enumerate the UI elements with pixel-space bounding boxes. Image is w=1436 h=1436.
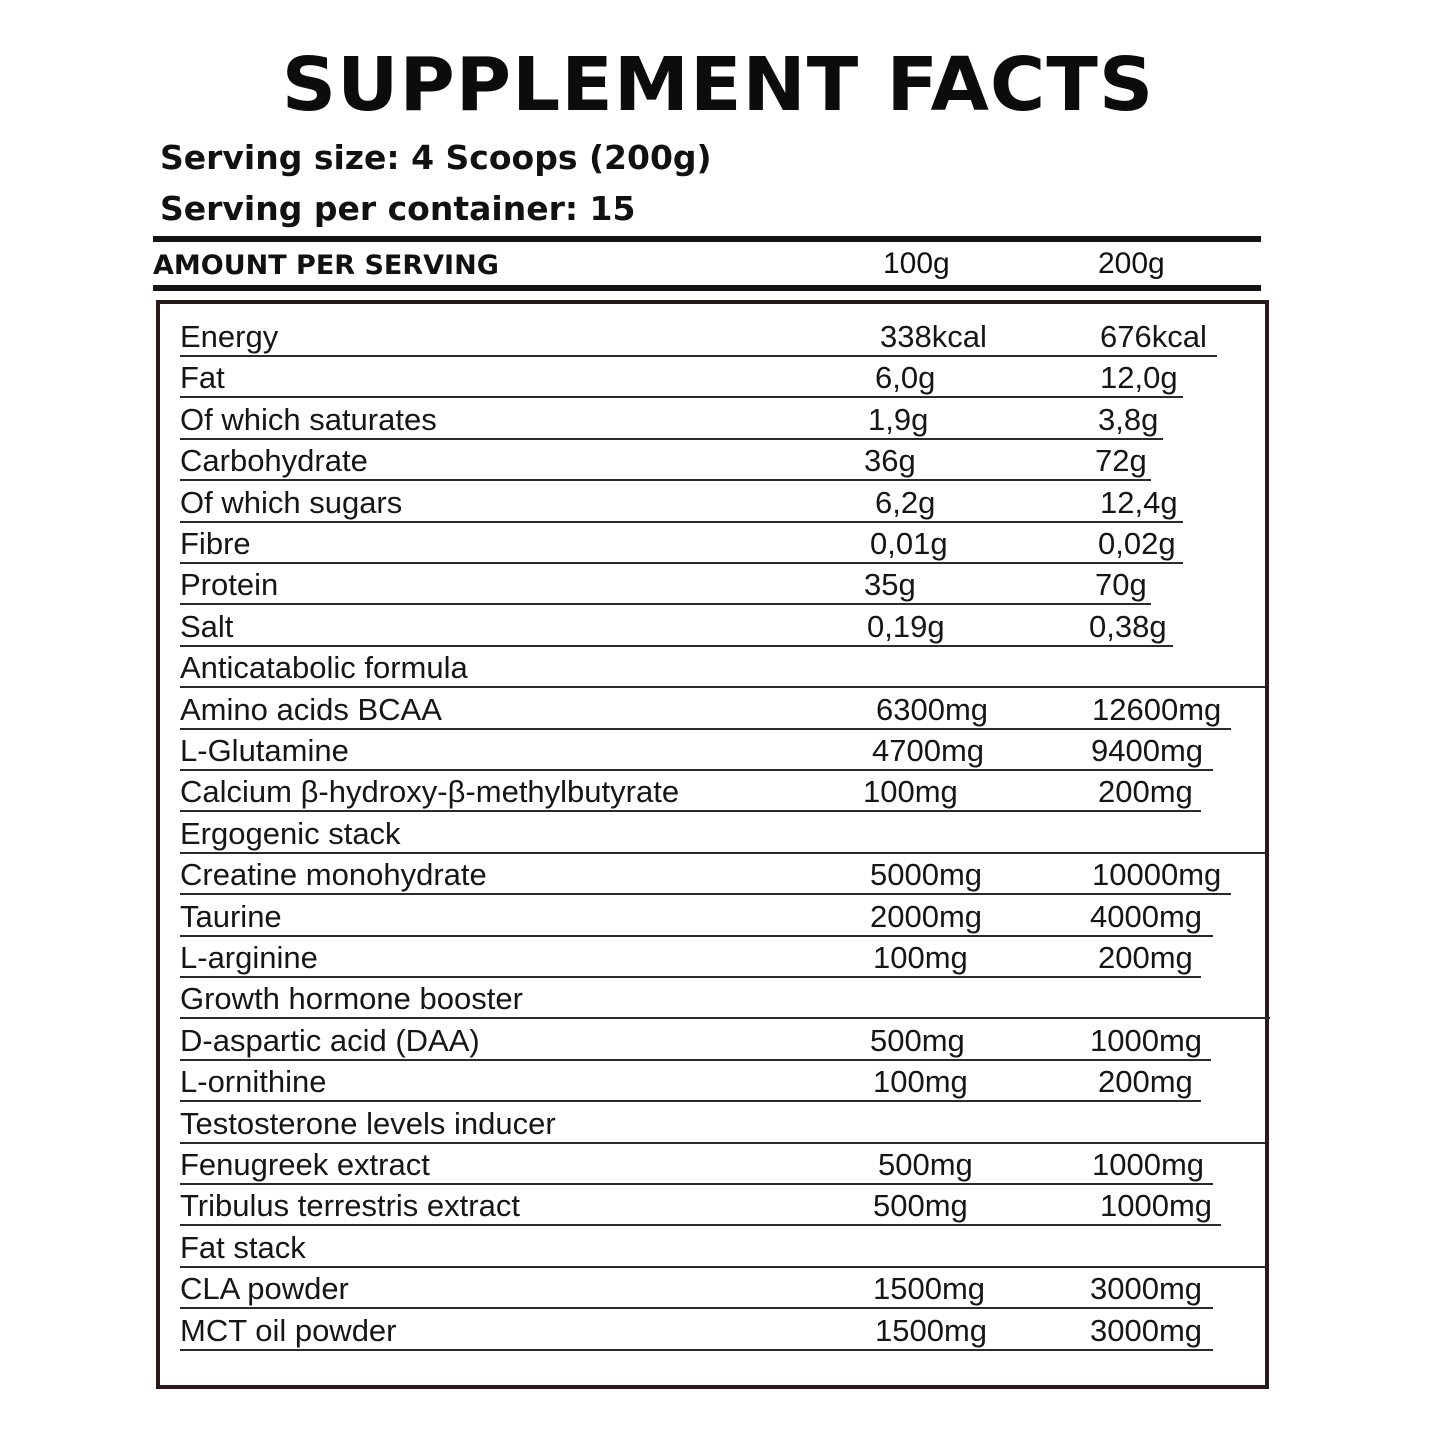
nutrient-label: Carbohydrate (180, 443, 368, 479)
section-heading-row (160, 812, 1265, 853)
value-per-100g: 500mg (878, 1146, 973, 1182)
table-row (160, 1268, 1213, 1309)
value-per-100g: 4700mg (872, 732, 985, 768)
value-per-200g: 0,38g (1089, 608, 1167, 644)
table-row (160, 688, 1231, 729)
value-per-200g: 12600mg (1092, 691, 1222, 727)
value-per-200g: 1000mg (1092, 1146, 1205, 1182)
table-row (160, 854, 1231, 895)
nutrient-label: Amino acids BCAA (180, 691, 442, 727)
value-per-100g: 6,2g (875, 484, 936, 520)
nutrient-label: D-aspartic acid (DAA) (180, 1022, 480, 1058)
value-per-200g: 200mg (1098, 939, 1193, 975)
value-per-200g: 3000mg (1090, 1271, 1203, 1307)
value-per-100g: 500mg (873, 1188, 968, 1224)
value-per-100g: 100mg (863, 774, 958, 810)
value-per-200g: 70g (1095, 567, 1147, 603)
section-heading-row (160, 1226, 1265, 1267)
value-per-200g: 200mg (1098, 774, 1193, 810)
nutrient-label: Fibre (180, 525, 251, 561)
section-heading: Growth hormone booster (180, 981, 523, 1017)
table-row (160, 440, 1151, 481)
nutrient-label: Of which sugars (180, 484, 403, 520)
value-per-200g: 72g (1095, 443, 1147, 479)
value-per-100g: 1500mg (875, 1312, 988, 1348)
table-row (160, 730, 1213, 771)
nutrient-label: Creatine monohydrate (180, 857, 487, 893)
nutrient-label: CLA powder (180, 1271, 349, 1307)
amount-per-serving-label: AMOUNT PER SERVING (153, 250, 499, 281)
nutrition-table (156, 300, 1269, 1389)
column-header-200g: 200g (1098, 247, 1165, 280)
section-heading-row (160, 1102, 1265, 1143)
value-per-100g: 100mg (873, 939, 968, 975)
table-row (160, 481, 1183, 522)
table-row (160, 564, 1151, 605)
section-heading: Anticatabolic formula (180, 650, 468, 686)
section-heading-row (160, 978, 1270, 1019)
value-per-100g: 35g (864, 567, 916, 603)
section-heading: Fat stack (180, 1229, 306, 1265)
value-per-100g: 36g (864, 443, 916, 479)
nutrient-label: MCT oil powder (180, 1312, 397, 1348)
nutrient-label: Taurine (180, 898, 282, 934)
value-per-100g: 6,0g (875, 360, 936, 396)
value-per-200g: 200mg (1098, 1064, 1193, 1100)
value-per-200g: 9400mg (1091, 732, 1204, 768)
table-row (160, 398, 1163, 439)
value-per-200g: 12,0g (1100, 360, 1178, 396)
nutrient-label: L-Glutamine (180, 732, 349, 768)
table-row (160, 357, 1183, 398)
value-per-200g: 4000mg (1090, 898, 1203, 934)
value-per-100g: 5000mg (870, 857, 983, 893)
table-row (160, 605, 1173, 646)
table-row (160, 895, 1213, 936)
servings-per-container: Serving per container: 15 (160, 189, 636, 228)
nutrient-label: Protein (180, 567, 279, 603)
nutrient-label: L-ornithine (180, 1064, 327, 1100)
column-header-100g: 100g (883, 247, 950, 280)
section-heading-row (160, 647, 1265, 688)
nutrient-label: Fenugreek extract (180, 1146, 430, 1182)
table-row (160, 1144, 1213, 1185)
value-per-200g: 12,4g (1100, 484, 1178, 520)
value-per-100g: 0,01g (870, 525, 948, 561)
nutrient-label: Salt (180, 608, 234, 644)
table-row (160, 1061, 1201, 1102)
value-per-100g: 0,19g (867, 608, 945, 644)
table-row (160, 316, 1217, 357)
table-row (160, 1019, 1211, 1060)
section-heading: Ergogenic stack (180, 815, 401, 851)
value-per-200g: 1000mg (1100, 1188, 1213, 1224)
table-row (160, 771, 1201, 812)
table-row (160, 1309, 1213, 1350)
value-per-200g: 10000mg (1092, 857, 1222, 893)
value-per-200g: 3000mg (1090, 1312, 1203, 1348)
value-per-100g: 6300mg (876, 691, 989, 727)
row-divider (180, 1349, 1213, 1351)
value-per-100g: 500mg (870, 1022, 965, 1058)
value-per-100g: 1,9g (868, 401, 929, 437)
value-per-100g: 100mg (873, 1064, 968, 1100)
value-per-200g: 676kcal (1100, 318, 1207, 354)
section-heading: Testosterone levels inducer (180, 1105, 556, 1141)
value-per-100g: 338kcal (880, 318, 987, 354)
value-per-100g: 1500mg (873, 1271, 986, 1307)
value-per-200g: 3,8g (1098, 401, 1159, 437)
table-row (160, 937, 1201, 978)
nutrient-label: L-arginine (180, 939, 318, 975)
serving-size: Serving size: 4 Scoops (200g) (160, 138, 712, 177)
nutrient-label: Of which saturates (180, 401, 437, 437)
nutrient-label: Energy (180, 318, 279, 354)
page-title: SUPPLEMENT FACTS (281, 42, 1155, 128)
nutrient-label: Calcium β-hydroxy-β-methylbutyrate (180, 774, 680, 810)
header-divider (153, 285, 1261, 291)
top-divider (153, 236, 1261, 242)
table-row (160, 1185, 1221, 1226)
nutrient-label: Fat (180, 360, 225, 396)
value-per-200g: 1000mg (1090, 1022, 1203, 1058)
table-row (160, 523, 1183, 564)
value-per-200g: 0,02g (1098, 525, 1176, 561)
nutrient-label: Tribulus terrestris extract (180, 1188, 520, 1224)
value-per-100g: 2000mg (870, 898, 983, 934)
